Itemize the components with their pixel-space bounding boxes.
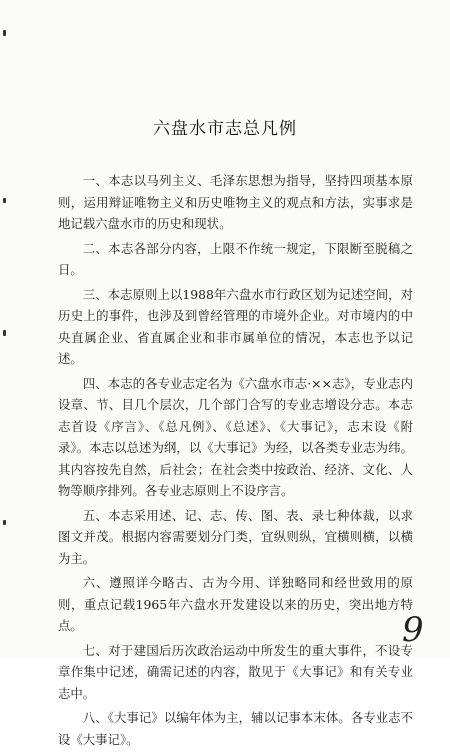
scan-edge-mark xyxy=(3,520,6,525)
paragraph: 六、遵照详今略古、古为今用、详独略同和经世致用的原则，重点记载1965年六盘水开发建设以来的历史，突出地方特点。 xyxy=(58,575,413,633)
document-body xyxy=(58,170,413,753)
paragraph: 三、本志原则上以1988年六盘水市行政区划为记述空间，对历史上的事件，也涉及到曾经管理的市境外企业。对市境内的中央直属企业、省直属企业和非市属单位的情况，本志也予以记述。 xyxy=(58,286,413,366)
paragraph: 五、本志采用述、记、志、传、图、表、录七种体裁，以求图文并茂。根据内容需要划分门类，宜纵则纵，宜横则横，以横为主。 xyxy=(58,507,413,566)
page-number: 9 xyxy=(402,610,424,650)
scan-edge-mark xyxy=(3,198,6,203)
paragraph: 七、对于建国后历次政治运动中所发生的重大事件，不设专章作集中记述，确需记述的内容，散见于《大事记》和有关专业志中。 xyxy=(58,642,413,701)
scan-edge-mark xyxy=(3,330,6,336)
paragraph: 一、本志以马列主义、毛泽东思想为指导，坚持四项基本原则，运用辩证唯物主义和历史唯物主义的观点和方法，实事求是地记载六盘水市的历史和现状。 xyxy=(58,173,413,231)
paragraph: 二、本志各部分内容，上限不作统一规定，下限断至脱稿之日。 xyxy=(58,240,413,277)
paragraph: 四、本志的各专业志定名为《六盘水市志·××志》，专业志内设章、节、目几个层次，几个部门合写的专业志增设分志。本志志首设《序言》、《总凡例》、《总述》、《大事记》，志末设《附录》。本志以总述为纲，以《大事记》为经，以各类专业志为纬。其内容按先自然，后社会；在社会类中按政治、经济、文化、人物等顺序排列。各专业志原则上不设序言。 xyxy=(58,375,413,498)
document-title: 六盘水市志总凡例 xyxy=(153,119,297,139)
paragraph: 八、《大事记》以编年体为主，辅以记事本末体。各专业志不设《大事记》。 xyxy=(58,710,413,747)
scan-edge-mark xyxy=(3,30,6,36)
